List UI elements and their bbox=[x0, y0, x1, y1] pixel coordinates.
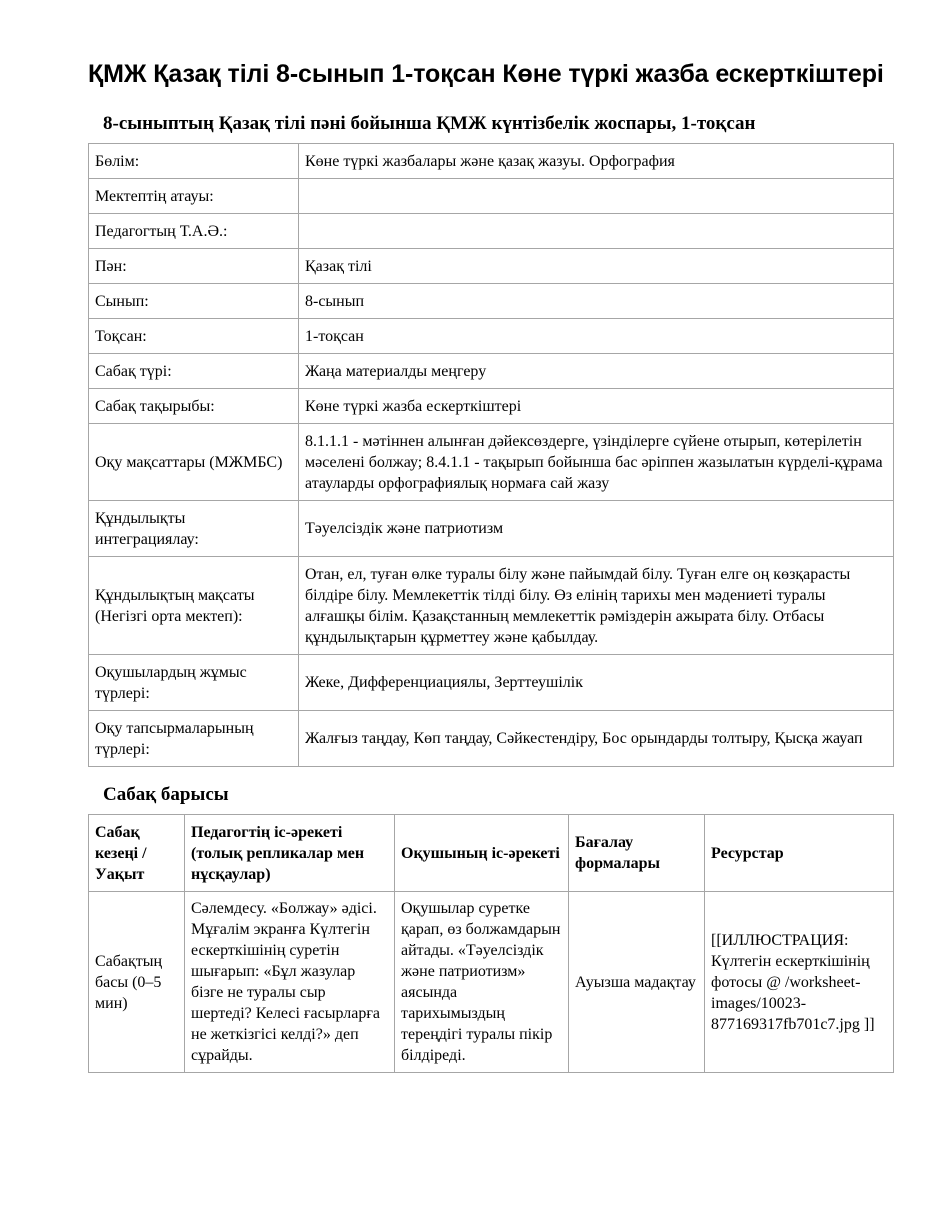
info-label: Пән: bbox=[89, 249, 299, 284]
info-row bbox=[89, 214, 894, 249]
info-row bbox=[89, 557, 894, 655]
lesson-cell: Сабақтың басы (0–5 мин) bbox=[89, 892, 185, 1073]
info-label: Сабақ тақырыбы: bbox=[89, 389, 299, 424]
info-label: Сынып: bbox=[89, 284, 299, 319]
info-value: Жеке, Дифференциациялы, Зерттеушілік bbox=[299, 655, 894, 711]
info-row bbox=[89, 424, 894, 501]
lesson-header-cell: Педагогтің іс-әрекеті (толық репликалар мен нұсқаулар) bbox=[185, 815, 395, 892]
lesson-cell: Ауызша мадақтау bbox=[569, 892, 705, 1073]
info-label: Оқушылардың жұмыс түрлері: bbox=[89, 655, 299, 711]
lesson-header-cell: Бағалау формалары bbox=[569, 815, 705, 892]
lesson-flow-table bbox=[88, 814, 894, 1073]
lesson-heading: Сабақ барысы bbox=[103, 784, 229, 805]
info-label: Оқу тапсырмаларының түрлері: bbox=[89, 711, 299, 767]
info-label: Тоқсан: bbox=[89, 319, 299, 354]
info-row bbox=[89, 389, 894, 424]
info-value: Көне түркі жазбалары және қазақ жазуы. Орфография bbox=[299, 144, 894, 179]
document-page bbox=[88, 58, 893, 1073]
lesson-header-cell: Оқушының іс-әрекеті bbox=[395, 815, 569, 892]
info-value: Көне түркі жазба ескерткіштері bbox=[299, 389, 894, 424]
lesson-cell: Сәлемдесу. «Болжау» әдісі. Мұғалім экранға Күлтегін ескерткішінің суретін шығарып: «Бұл жазулар бізге не туралы сыр шертеді? Келесі ғасырларға не жеткізгісі келді?» деп сұрайды. bbox=[185, 892, 395, 1073]
info-value: 1-тоқсан bbox=[299, 319, 894, 354]
info-row bbox=[89, 655, 894, 711]
info-row bbox=[89, 249, 894, 284]
info-value: Отан, ел, туған өлке туралы білу және пайымдай білу. Туған елге оң көзқарасты білдіре білу. Мемлекеттік тілді білу. Өз елінің тарихы мен мәдениеті туралы алғашқы білім. Қазақстанның мемлекеттік рәміздерін ажырата білу. Отбасы құндылықтарын құрметтеу және қабылдау. bbox=[299, 557, 894, 655]
info-row bbox=[89, 284, 894, 319]
info-row bbox=[89, 354, 894, 389]
info-row bbox=[89, 711, 894, 767]
info-value: Тәуелсіздік және патриотизм bbox=[299, 501, 894, 557]
info-row bbox=[89, 501, 894, 557]
info-value: Жаңа материалды меңгеру bbox=[299, 354, 894, 389]
info-row bbox=[89, 144, 894, 179]
lesson-cell: Оқушылар суретке қарап, өз болжамдарын айтады. «Тәуелсіздік және патриотизм» аясында тарихымыздың тереңдігі туралы пікір білдіреді. bbox=[395, 892, 569, 1073]
lesson-header-cell: Ресурстар bbox=[705, 815, 894, 892]
info-value: 8-сынып bbox=[299, 284, 894, 319]
plan-heading: 8-сыныптың Қазақ тілі пәні бойынша ҚМЖ күнтізбелік жоспары, 1-тоқсан bbox=[103, 113, 756, 134]
document-title: ҚМЖ Қазақ тілі 8-сынып 1-тоқсан Көне түркі жазба ескерткіштері bbox=[88, 60, 884, 88]
info-value bbox=[299, 214, 894, 249]
info-value bbox=[299, 179, 894, 214]
info-value: Жалғыз таңдау, Көп таңдау, Сәйкестендіру, Бос орындарды толтыру, Қысқа жауап bbox=[299, 711, 894, 767]
info-label: Құндылықты интеграциялау: bbox=[89, 501, 299, 557]
lesson-header-cell: Сабақ кезеңі / Уақыт bbox=[89, 815, 185, 892]
lesson-info-table bbox=[88, 143, 894, 767]
lesson-row bbox=[89, 892, 894, 1073]
info-value: Қазақ тілі bbox=[299, 249, 894, 284]
info-label: Педагогтың Т.А.Ә.: bbox=[89, 214, 299, 249]
info-row bbox=[89, 319, 894, 354]
info-row bbox=[89, 179, 894, 214]
lesson-cell: [[ИЛЛЮСТРАЦИЯ: Күлтегін ескерткішінің фотосы @ /worksheet-images/10023-877169317fb701c7.jpg ]] bbox=[705, 892, 894, 1073]
info-label: Сабақ түрі: bbox=[89, 354, 299, 389]
info-label: Мектептің атауы: bbox=[89, 179, 299, 214]
lesson-header-row bbox=[89, 815, 894, 892]
info-value: 8.1.1.1 - мәтіннен алынған дәйексөздерге, үзінділерге сүйене отырып, көтерілетін мәселені болжау; 8.4.1.1 - тақырып бойынша бас әріппен жазылатын күрделі-құрама атауларды орфографиялық нормаға сай жазу bbox=[299, 424, 894, 501]
info-label: Бөлім: bbox=[89, 144, 299, 179]
info-label: Оқу мақсаттары (МЖМБС) bbox=[89, 424, 299, 501]
info-label: Құндылықтың мақсаты (Негізгі орта мектеп): bbox=[89, 557, 299, 655]
